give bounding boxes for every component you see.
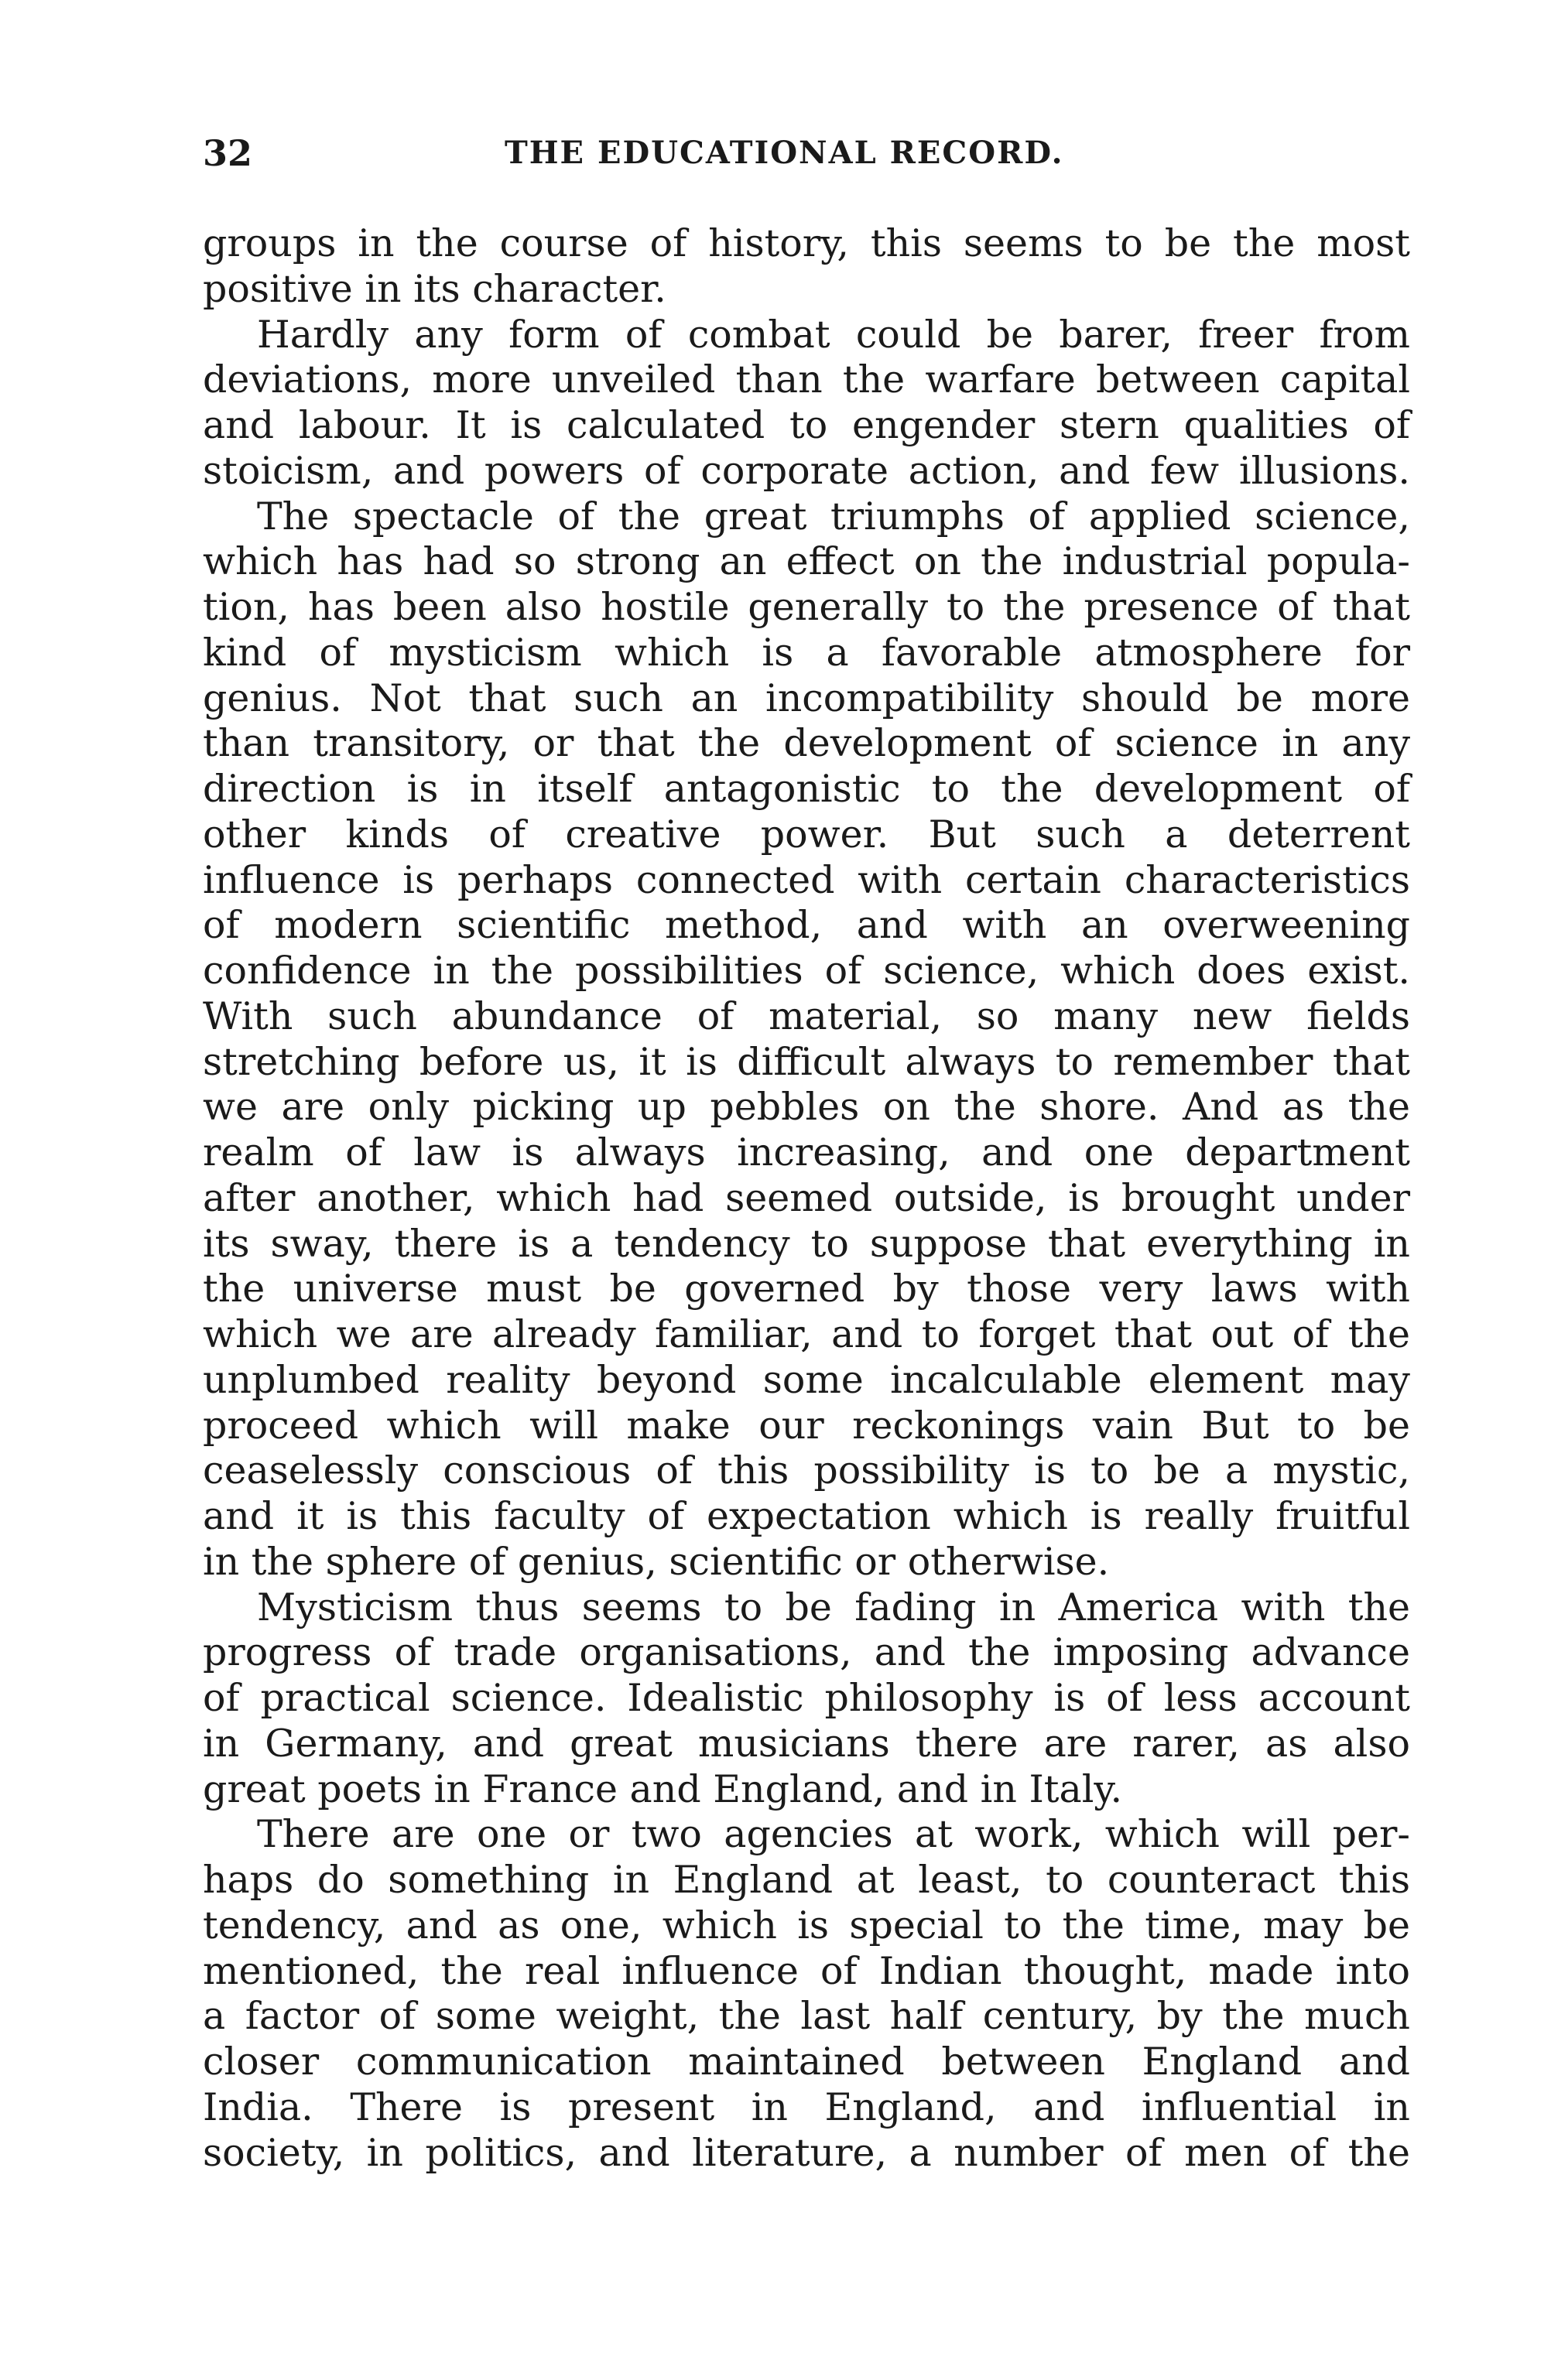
text-line: great poets in France and England, and in Italy. — [203, 1766, 1123, 1811]
text-line: positive in its character. — [203, 266, 666, 311]
text-line: stretching before us, it is difficult always to remember that — [203, 1039, 1410, 1084]
text-line: influence is perhaps connected with certain characteristics — [203, 857, 1410, 902]
text-line: tion, has been also hostile generally to the presence of that — [203, 585, 1410, 629]
text-line: we are only picking up pebbles on the shore. And as the — [203, 1085, 1410, 1130]
text-line: ceaselessly conscious of this possibility is to be a mystic, — [203, 1448, 1410, 1493]
text-line: which we are already familiar, and to forget that out of the — [203, 1312, 1410, 1356]
text-line: which has had so strong an effect on the industrial popula- — [203, 539, 1410, 584]
text-line: after another, which had seemed outside, is brought under — [203, 1175, 1410, 1220]
text-line: of practical science. Idealistic philosophy is of less account — [203, 1676, 1410, 1720]
text-line: in Germany, and great musicians there are rarer, as also — [203, 1721, 1410, 1766]
text-line: proceed which will make our reckonings vain But to be — [203, 1403, 1410, 1448]
text-line: confidence in the possibilities of science, which does exist. — [203, 949, 1410, 993]
text-line: kind of mysticism which is a favorable atmosphere for — [203, 630, 1410, 675]
page-number: 32 — [203, 132, 253, 174]
text-line: and it is this faculty of expectation which is really fruitful — [203, 1494, 1410, 1538]
text-line: of modern scientific method, and with an overweening — [203, 903, 1410, 948]
text-line: deviations, more unveiled than the warfare between capital — [203, 357, 1410, 402]
text-line: the universe must be governed by those very laws with — [203, 1267, 1410, 1311]
text-line: mentioned, the real influence of Indian thought, made into — [203, 1948, 1410, 1993]
text-line: unplumbed reality beyond some incalculable element may — [203, 1357, 1410, 1402]
text-line: a factor of some weight, the last half century, by the much — [203, 1994, 1410, 2039]
text-line: haps do something in England at least, to counteract this — [203, 1858, 1410, 1902]
text-line: The spectacle of the great triumphs of applied science, — [257, 494, 1410, 539]
text-line: tendency, and as one, which is special to the time, may be — [203, 1903, 1410, 1947]
text-line: direction is in itself antagonistic to the development of — [203, 767, 1410, 811]
text-line: groups in the course of history, this seems to be the most — [203, 221, 1410, 265]
text-line: Hardly any form of combat could be barer, freer from — [257, 312, 1410, 357]
body-text — [203, 221, 1410, 2176]
text-line: India. There is present in England, and influential in — [203, 2084, 1410, 2129]
text-line: Mysticism thus seems to be fading in America with the — [257, 1585, 1410, 1629]
text-line: progress of trade organisations, and the imposing advance — [203, 1630, 1410, 1675]
text-line: other kinds of creative power. But such a deterrent — [203, 812, 1410, 857]
text-line: stoicism, and powers of corporate action, and few illusions. — [203, 448, 1410, 493]
text-line: There are one or two agencies at work, which will per- — [257, 1812, 1410, 1857]
text-line: genius. Not that such an incompatibility should be more — [203, 675, 1410, 720]
page-header — [203, 130, 1410, 176]
running-title: THE EDUCATIONAL RECORD. — [505, 135, 1064, 171]
text-line: closer communication maintained between England and — [203, 2040, 1410, 2084]
text-line: in the sphere of genius, scientific or otherwise. — [203, 1539, 1110, 1584]
text-line: than transitory, or that the development of science in any — [203, 721, 1410, 766]
text-line: realm of law is always increasing, and one department — [203, 1130, 1410, 1175]
text-line: society, in politics, and literature, a number of men of the — [203, 2130, 1410, 2175]
text-line: and labour. It is calculated to engender stern qualities of — [203, 403, 1410, 447]
text-line: With such abundance of material, so many new fields — [203, 993, 1410, 1038]
text-line: its sway, there is a tendency to suppose that everything in — [203, 1221, 1410, 1266]
